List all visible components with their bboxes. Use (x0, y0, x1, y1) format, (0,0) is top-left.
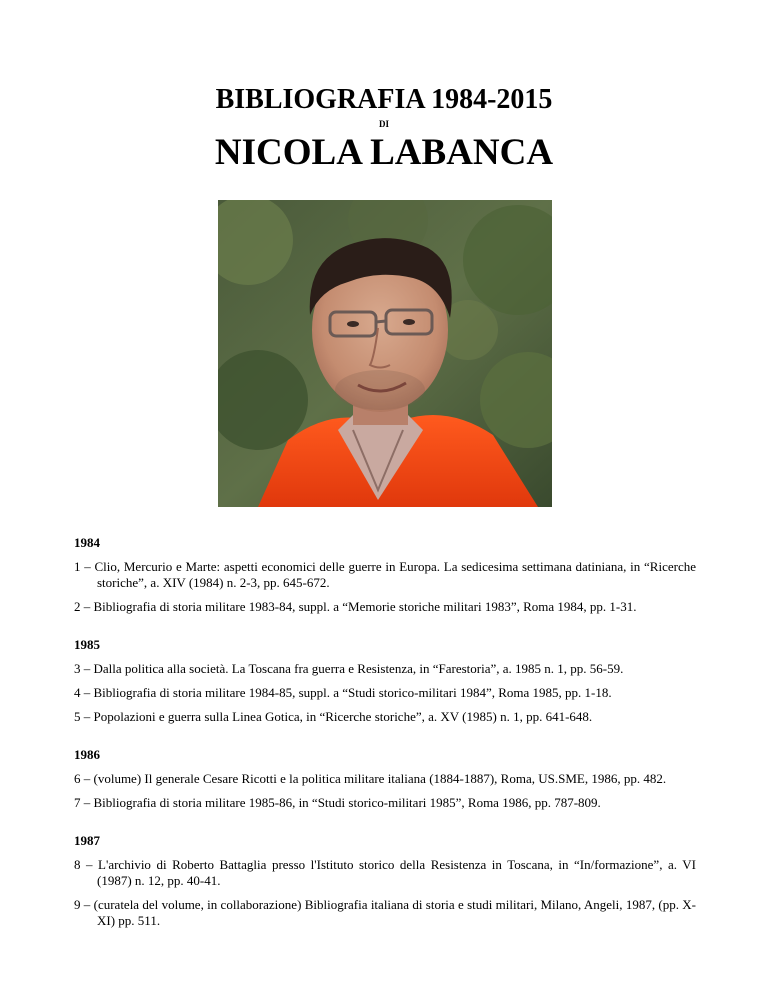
year-section-1986 (74, 747, 696, 811)
year-section-1984 (74, 535, 696, 615)
year-heading: 1987 (74, 833, 100, 848)
bibliography-list (74, 535, 696, 951)
bibliography-entry: 8 – L'archivio di Roberto Battaglia presso l'Istituto storico della Resistenza in Toscana, in “In/formazione”, a. VI (1987) n. 12, pp. 40-41. (74, 857, 696, 888)
year-section-1985 (74, 637, 696, 725)
bibliography-entry: 5 – Popolazioni e guerra sulla Linea Gotica, in “Ricerche storiche”, a. XV (1985) n. 1, pp. 641-648. (74, 709, 593, 724)
year-section-1987 (74, 833, 696, 929)
document-title: BIBLIOGRAFIA 1984-2015 (215, 84, 553, 115)
year-heading: 1986 (74, 747, 100, 762)
year-heading: 1985 (74, 637, 100, 652)
bibliography-entry: 1 – Clio, Mercurio e Marte: aspetti economici delle guerre in Europa. La sedicesima settimana datiniana, in “Ricerche storiche”, a. XIV (1984) n. 2-3, pp. 645-672. (74, 559, 696, 590)
bibliography-entry: 4 – Bibliografia di storia militare 1984-85, suppl. a “Studi storico-militari 1984”, Roma 1985, pp. 1-18. (74, 685, 612, 700)
author-name: NICOLA LABANCA (214, 132, 554, 173)
bibliography-entry: 6 – (volume) Il generale Cesare Ricotti e la politica militare italiana (1884-1887), Roma, US.SME, 1986, pp. 482. (74, 771, 667, 786)
bibliography-entry: 3 – Dalla politica alla società. La Toscana fra guerra e Resistenza, in “Farestoria”, a. 1985 n. 1, pp. 56-59. (74, 661, 624, 676)
year-heading: 1984 (74, 535, 100, 550)
bibliography-entry: 2 – Bibliografia di storia militare 1983-84, suppl. a “Memorie storiche militari 1983”, Roma 1984, pp. 1-31. (74, 599, 637, 614)
bibliography-entry: 9 – (curatela del volume, in collaborazione) Bibliografia italiana di storia e studi militari, Milano, Angeli, 1987, (pp. X-XI) pp. 511. (74, 897, 696, 928)
title-connector: DI (378, 119, 389, 129)
author-photo (218, 200, 552, 507)
bibliography-entry: 7 – Bibliografia di storia militare 1985-86, in “Studi storico-militari 1985”, Roma 1986, pp. 787-809. (74, 795, 601, 810)
